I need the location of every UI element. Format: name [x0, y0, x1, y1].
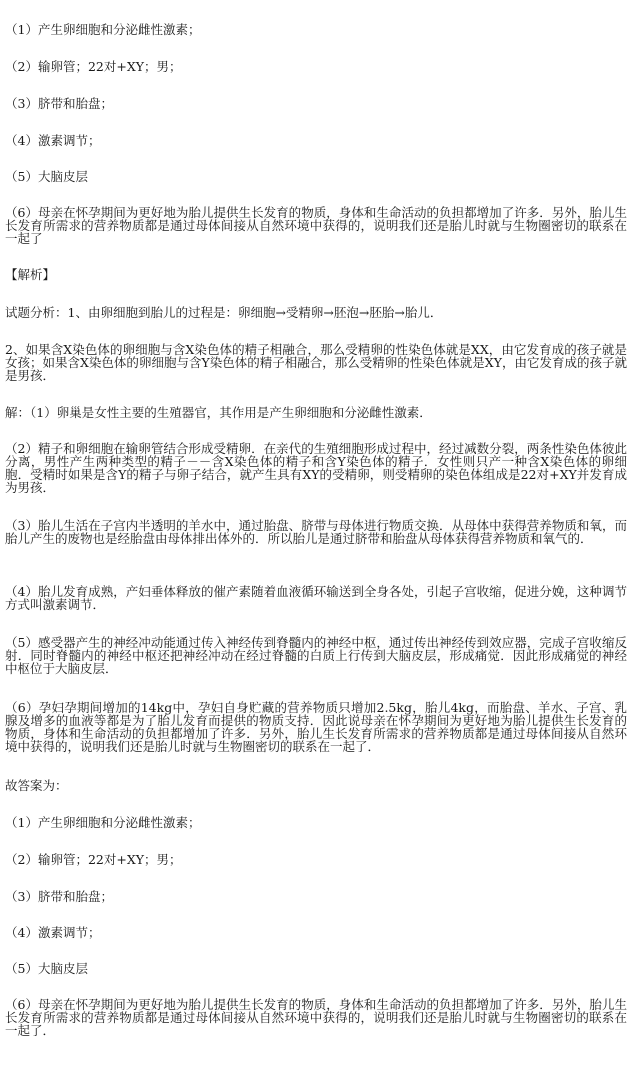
solution-part: （4）胎儿发育成熟，产妇垂体释放的催产素随着血液循环输送到全身各处，引起子宫收缩，促进分娩，这种调节方式叫激素调节．: [5, 584, 627, 612]
answer-item: （4）激素调节；: [5, 925, 101, 940]
analysis-intro: 试题分析：1、由卵细胞到胎儿的过程是：卵细胞→受精卵→胚泡→胚胎→胎儿．: [5, 305, 443, 320]
answer-item: （4）激素调节；: [5, 133, 101, 148]
solution-part: （2）精子和卵细胞在输卵管结合形成受精卵．在亲代的生殖细胞形成过程中，经过减数分裂，两条性染色体彼此分离，男性产生两种类型的精子－－含X染色体的精子和含Y染色体的精子．女性则只产一种含X染色体的卵细胞．受精时如果是含Y的精子与卵子结合，就产生具有XY的受精卵，则受精卵的染色体组成是22对+XY并发育成为男孩．: [5, 441, 627, 495]
final-answer-heading: 故答案为：: [5, 778, 68, 793]
answer-item: （2）输卵管；22对+XY；男；: [5, 852, 182, 867]
answer-item: （1）产生卵细胞和分泌雌性激素；: [5, 815, 201, 830]
answer-item: （2）输卵管；22对+XY；男；: [5, 59, 182, 74]
analysis-point: 2、如果含X染色体的卵细胞与含X染色体的精子相融合，那么受精卵的性染色体就是XX，由它发育成的孩子就是女孩；如果含X染色体的卵细胞与含Y染色体的精子相融合，那么受精卵的性染色体就是XY，由它发育成的孩子就是男孩．: [5, 342, 627, 383]
solution-part: （6）孕妇孕期间增加的14kg中，孕妇自身贮藏的营养物质只增加2.5kg，胎儿4kg，而胎盘、羊水、子宫、乳腺及增多的血液等都是为了胎儿发育而提供的物质支持．因此说母亲在怀孕期间为更好地为胎儿提供生长发育的物质，身体和生命活动的负担都增加了许多．另外，胎儿生长发育所需求的营养物质都是通过母体间接从自然环境中获得的，说明我们还是胎儿时就与生物圈密切的联系在一起了．: [5, 700, 627, 754]
solution-part: （3）胎儿生活在子宫内半透明的羊水中，通过胎盘、脐带与母体进行物质交换．从母体中获得营养物质和氧，而胎儿产生的废物也是经胎盘由母体排出体外的．所以胎儿是通过脐带和胎盘从母体获得营养物质和氧气的．: [5, 518, 627, 546]
answer-item: （6）母亲在怀孕期间为更好地为胎儿提供生长发育的物质，身体和生命活动的负担都增加了许多．另外，胎儿生长发育所需求的营养物质都是通过母体间接从自然环境中获得的，说明我们还是胎儿时就与生物圈密切的联系在一起了．: [5, 997, 627, 1038]
solution-part: 解：（1）卵巢是女性主要的生殖器官，其作用是产生卵细胞和分泌雌性激素．: [5, 405, 432, 420]
answer-item: （5）大脑皮层: [5, 961, 88, 976]
answer-item: （1）产生卵细胞和分泌雌性激素；: [5, 22, 201, 37]
answer-item: （3）脐带和胎盘；: [5, 889, 113, 904]
analysis-heading: 【解析】: [5, 267, 56, 282]
answer-item: （5）大脑皮层: [5, 169, 88, 184]
solution-part: （5）感受器产生的神经冲动能通过传入神经传到脊髓内的神经中枢，通过传出神经传到效应器，完成子宫收缩反射．同时脊髓内的神经中枢还把神经冲动在经过脊髓的白质上行传到大脑皮层，形成痛觉．因此形成痛觉的神经中枢位于大脑皮层．: [5, 635, 627, 676]
answer-item: （6）母亲在怀孕期间为更好地为胎儿提供生长发育的物质，身体和生命活动的负担都增加了许多．另外，胎儿生长发育所需求的营养物质都是通过母体间接从自然环境中获得的，说明我们还是胎儿时就与生物圈密切的联系在一起了: [5, 205, 627, 246]
answer-item: （3）脐带和胎盘；: [5, 96, 113, 111]
